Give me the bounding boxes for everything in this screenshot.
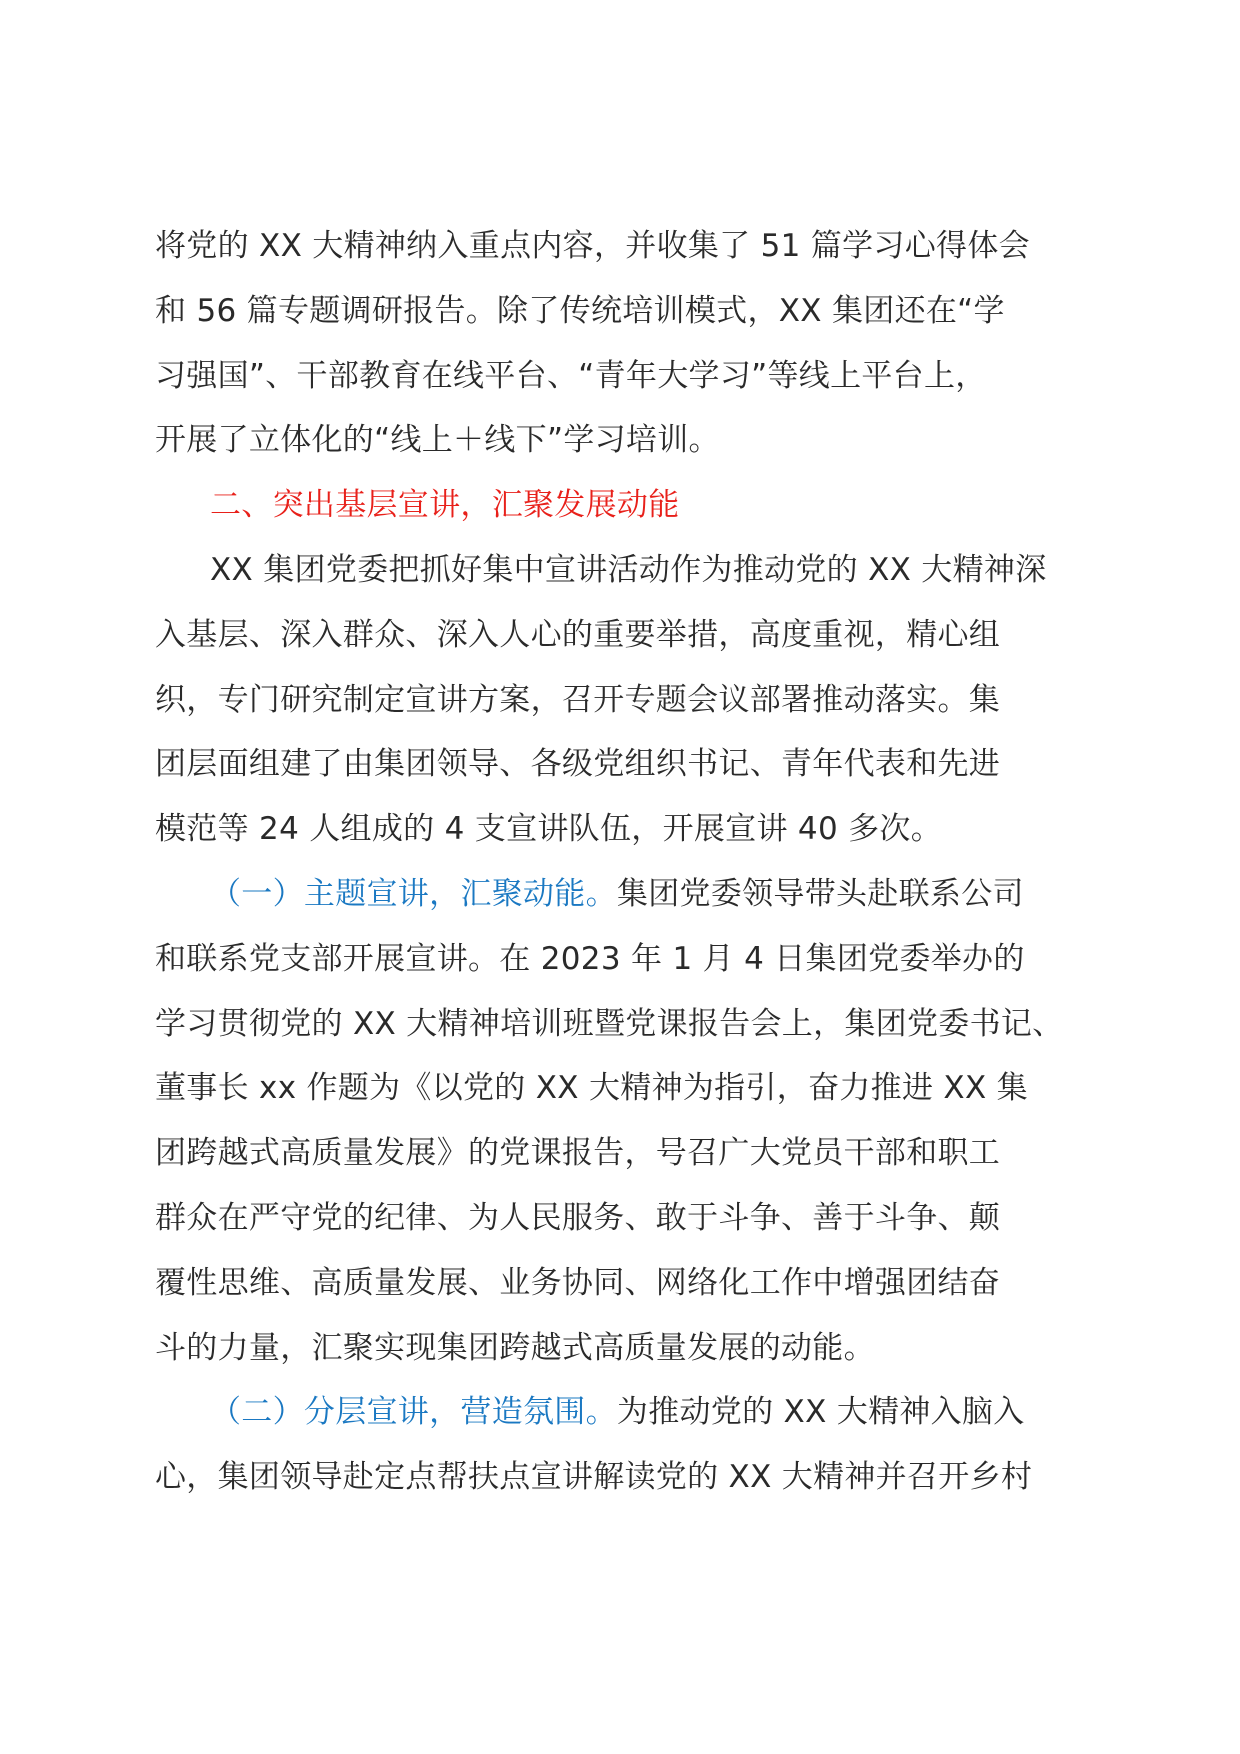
- text-line: 入基层、深入群众、深入人心的重要举措，高度重视，精心组: [155, 616, 1001, 653]
- text-line: 将党的 XX 大精神纳入重点内容，并收集了 51 篇学习心得体会: [155, 228, 1030, 264]
- text-line: 董事长 xx 作题为《以党的 XX 大精神为指引，奋力推进 XX 集: [155, 1070, 1028, 1107]
- subsection-2-title: （二）分层宣讲，营造氛围。: [210, 1394, 617, 1431]
- section-heading-text: 二、突出基层宣讲，汇聚发展动能: [210, 487, 680, 524]
- text-line: [155, 1380, 1095, 1445]
- subsection-1-first-line: 集团党委领导带头赴联系公司: [616, 875, 1024, 912]
- text-line: 团跨越式高质量发展》的党课报告，号召广大党员干部和职工: [155, 1135, 1001, 1172]
- subsection-2: [155, 1380, 1095, 1510]
- paragraph-continuation: [155, 214, 1095, 473]
- text-line: 织，专门研究制定宣讲方案，召开专题会议部署推动落实。集: [155, 681, 1001, 718]
- text-line: 覆性思维、高质量发展、业务协同、网络化工作中增强团结奋: [155, 1264, 1001, 1301]
- text-line: 斗的力量，汇聚实现集团跨越式高质量发展的动能。: [155, 1329, 875, 1366]
- text-line: 心，集团领导赴定点帮扶点宣讲解读党的 XX 大精神并召开乡村: [155, 1459, 1033, 1496]
- section-heading: [155, 473, 1095, 538]
- text-line: 模范等 24 人组成的 4 支宣讲队伍，开展宣讲 40 多次。: [155, 811, 943, 848]
- text-line: 学习贯彻党的 XX 大精神培训班暨党课报告会上，集团党委书记、: [155, 1005, 1064, 1042]
- text-line: 开展了立体化的“线上＋线下”学习培训。: [155, 422, 720, 459]
- text-line: [155, 862, 1095, 927]
- subsection-1-title: （一）主题宣讲，汇聚动能。: [210, 875, 617, 912]
- text-line: 和联系党支部开展宣讲。在 2023 年 1 月 4 日集团党委举办的: [155, 940, 1025, 977]
- text-line: 群众在严守党的纪律、为人民服务、敢于斗争、善于斗争、颠: [155, 1199, 1001, 1236]
- text-line: XX 集团党委把抓好集中宣讲活动作为推动党的 XX 大精神深: [210, 551, 1047, 588]
- text-line: 团层面组建了由集团领导、各级党组织书记、青年代表和先进: [155, 746, 1001, 783]
- subsection-1: [155, 862, 1095, 1380]
- text-line: 和 56 篇专题调研报告。除了传统培训模式，XX 集团还在“学: [155, 292, 1005, 329]
- subsection-2-first-line: 为推动党的 XX 大精神入脑入: [616, 1394, 1025, 1431]
- document-body: [155, 214, 1095, 1510]
- paragraph-intro: [155, 538, 1095, 862]
- text-line: 习强国”、干部教育在线平台、“青年大学习”等线上平台上，: [155, 357, 987, 394]
